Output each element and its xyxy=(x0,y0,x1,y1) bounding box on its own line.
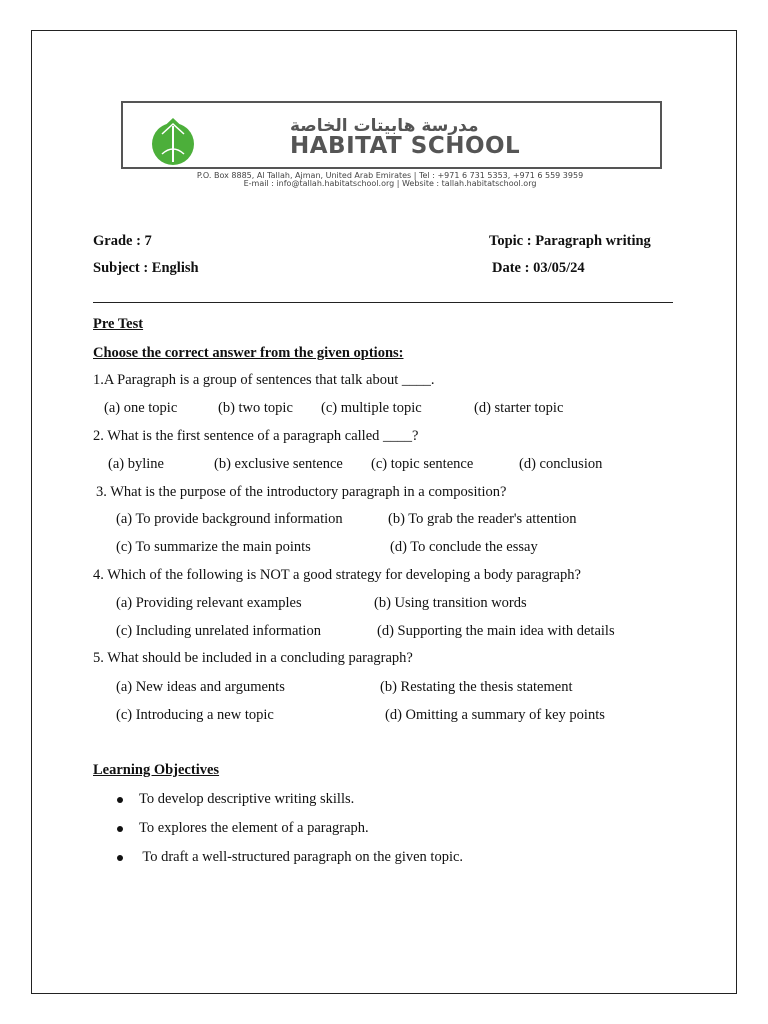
school-arabic-name: مدرسة هابيتات الخاصة xyxy=(290,116,479,136)
school-logo-icon xyxy=(148,114,198,166)
question-2: 2. What is the first sentence of a paragraph called ____? xyxy=(93,428,419,444)
question-3: 3. What is the purpose of the introductory paragraph in a composition? xyxy=(96,484,507,500)
question-1: 1.A Paragraph is a group of sentences that talk about ____. xyxy=(93,372,435,388)
option: (b) exclusive sentence xyxy=(214,456,343,472)
objective-item: To draft a well-structured paragraph on the given topic. xyxy=(139,849,464,865)
option: (a) New ideas and arguments xyxy=(116,679,285,695)
option: (c) Including unrelated information xyxy=(116,623,321,639)
bullet-icon xyxy=(117,797,123,803)
option: (d) conclusion xyxy=(519,456,603,472)
option: (c) To summarize the main points xyxy=(116,539,311,555)
question-5: 5. What should be included in a concluding paragraph? xyxy=(93,650,413,666)
option: (d) Supporting the main idea with details xyxy=(377,623,615,639)
option: (a) To provide background information xyxy=(116,511,343,527)
option: (b) Using transition words xyxy=(374,595,527,611)
option: (d) Omitting a summary of key points xyxy=(385,707,605,723)
objective-item: To develop descriptive writing skills. xyxy=(139,791,355,807)
subject-label: Subject : English xyxy=(93,260,199,276)
option: (b) two topic xyxy=(218,400,293,416)
school-contact-web: E-mail : info@tallah.habitatschool.org | Website : tallah.habitatschool.org xyxy=(243,179,537,188)
pretest-instruction: Choose the correct answer from the given options: xyxy=(93,345,404,361)
option: (c) topic sentence xyxy=(371,456,474,472)
school-name: HABITAT SCHOOL xyxy=(290,133,521,159)
school-contact-address: P.O. Box 8885, Al Tallah, Ajman, United Arab Emirates | Tel : +971 6 731 5353, +971 6 559 3959 xyxy=(196,171,584,180)
option: (a) one topic xyxy=(104,400,178,416)
grade-label: Grade : 7 xyxy=(93,233,152,249)
option: (a) byline xyxy=(108,456,164,472)
divider xyxy=(93,302,673,303)
option: (b) Restating the thesis statement xyxy=(380,679,573,695)
option: (d) To conclude the essay xyxy=(390,539,538,555)
option: (b) To grab the reader's attention xyxy=(388,511,577,527)
bullet-icon xyxy=(117,855,123,861)
date-label: Date : 03/05/24 xyxy=(492,260,585,276)
option: (c) Introducing a new topic xyxy=(116,707,274,723)
option: (a) Providing relevant examples xyxy=(116,595,302,611)
objective-item: To explores the element of a paragraph. xyxy=(139,820,369,836)
option: (d) starter topic xyxy=(474,400,564,416)
objectives-title: Learning Objectives xyxy=(93,762,220,778)
option: (c) multiple topic xyxy=(321,400,422,416)
pretest-title: Pre Test xyxy=(93,316,144,332)
question-4: 4. Which of the following is NOT a good strategy for developing a body paragraph? xyxy=(93,567,581,583)
topic-label: Topic : Paragraph writing xyxy=(489,233,651,249)
bullet-icon xyxy=(117,826,123,832)
